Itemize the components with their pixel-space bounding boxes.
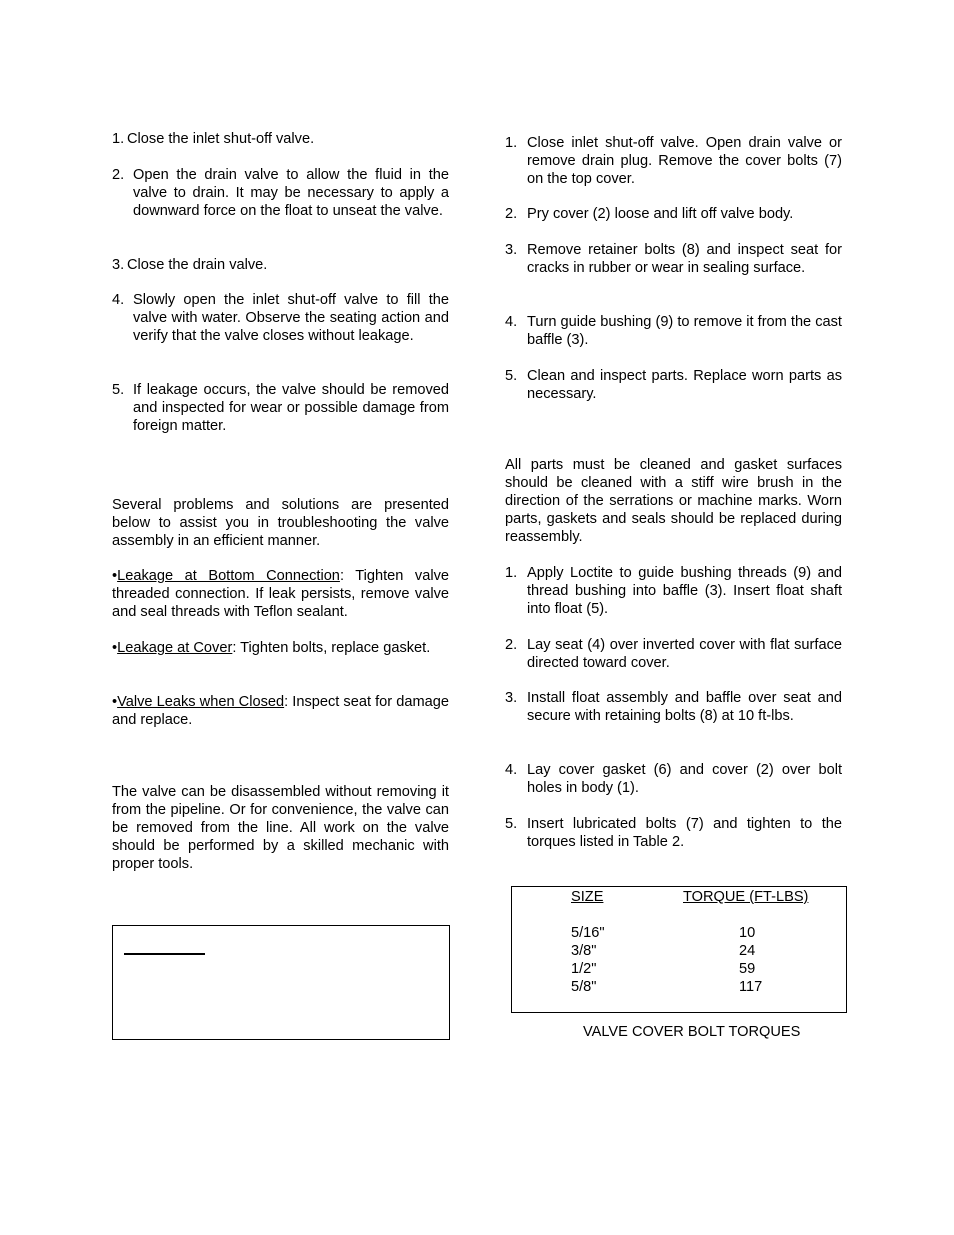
table-cell-size: 1/2" xyxy=(571,961,597,977)
step-number: 3. xyxy=(505,690,518,706)
step-number: 2. xyxy=(112,167,125,183)
step-text: Turn guide bushing (9) to remove it from the cast baffle (3). xyxy=(527,314,842,348)
bullet: • xyxy=(112,640,118,656)
right-reassembly-step-1 xyxy=(505,564,842,618)
step-text: Insert lubricated bolts (7) and tighten to the torques listed in Table 2. xyxy=(527,816,842,850)
note-box xyxy=(112,925,450,1040)
step-text: Slowly open the inlet shut-off valve to fill the valve with water. Observe the seating action and verify that the valve closes without leakage. xyxy=(133,292,449,344)
step-number: 1. xyxy=(505,135,518,151)
troubleshoot-item-bottom-connection xyxy=(112,567,449,621)
bullet: • xyxy=(112,568,118,584)
solution-text: : Tighten valve threaded connection. If leak persists, remove valve and seal threads with Teflon sealant. xyxy=(112,568,449,620)
solution-text: : Inspect seat for damage and replace. xyxy=(112,694,449,728)
step-number: 2. xyxy=(505,637,518,653)
table-header-torque: TORQUE (FT-LBS) xyxy=(683,889,809,905)
right-reassembly-step-4 xyxy=(505,761,842,797)
left-step-4 xyxy=(112,291,449,345)
step-text: If leakage occurs, the valve should be removed and inspected for wear or possible damage from foreign matter. xyxy=(133,382,449,434)
right-disassembly-step-2 xyxy=(505,205,842,223)
step-text: Close the drain valve. xyxy=(127,257,268,273)
troubleshoot-item-leaks-closed xyxy=(112,693,449,729)
table-cell-torque: 10 xyxy=(739,925,756,941)
step-text: Lay seat (4) over inverted cover with flat surface directed toward cover. xyxy=(527,637,842,671)
left-step-3 xyxy=(112,256,449,274)
note-underline xyxy=(124,953,205,955)
solution-text: : Tighten bolts, replace gasket. xyxy=(232,640,431,656)
step-number: 4. xyxy=(505,762,518,778)
step-number: 2. xyxy=(505,206,518,222)
step-number: 4. xyxy=(112,292,125,308)
reassembly-intro: All parts must be cleaned and gasket surfaces should be cleaned with a stiff wire brush in the direction of the serrations or machine marks. Worn parts, gaskets and seals should be replaced during reassembly. xyxy=(505,457,842,545)
right-disassembly-step-4 xyxy=(505,313,842,349)
table-cell-size: 5/8" xyxy=(571,979,597,995)
step-text: Apply Loctite to guide bushing threads (9) and thread bushing into baffle (3). Insert float shaft into float (5). xyxy=(527,565,842,617)
left-step-2 xyxy=(112,166,449,220)
right-reassembly-step-3 xyxy=(505,689,842,725)
table-caption: VALVE COVER BOLT TORQUES xyxy=(583,1024,801,1040)
right-reassembly-step-5 xyxy=(505,815,842,851)
table-cell-size: 3/8" xyxy=(571,943,597,959)
step-text: Pry cover (2) loose and lift off valve body. xyxy=(527,206,794,222)
step-number: 1. xyxy=(505,565,518,581)
step-number: 3. xyxy=(112,257,125,273)
left-step-1 xyxy=(112,130,449,148)
table-cell-torque: 59 xyxy=(739,961,756,977)
bullet: • xyxy=(112,694,118,710)
step-text: Lay cover gasket (6) and cover (2) over bolt holes in body (1). xyxy=(527,762,842,796)
problem-label: Leakage at Cover xyxy=(117,640,233,656)
step-text: Open the drain valve to allow the fluid in the valve to drain. It may be necessary to apply a downward force on the float to unseat the valve. xyxy=(133,167,449,219)
table-header-size: SIZE xyxy=(571,889,604,905)
step-number: 3. xyxy=(505,242,518,258)
left-step-5 xyxy=(112,381,449,435)
step-number: 5. xyxy=(505,368,518,384)
troubleshoot-item-cover xyxy=(112,639,449,657)
problem-label: Valve Leaks when Closed xyxy=(117,694,285,710)
torque-table xyxy=(511,886,847,1013)
table-cell-size: 5/16" xyxy=(571,925,605,941)
step-text: Remove retainer bolts (8) and inspect seat for cracks in rubber or wear in sealing surface. xyxy=(527,242,842,276)
table-cell-torque: 117 xyxy=(739,979,763,995)
step-number: 4. xyxy=(505,314,518,330)
right-reassembly-step-2 xyxy=(505,636,842,672)
step-text: Clean and inspect parts. Replace worn parts as necessary. xyxy=(527,368,842,402)
step-number: 5. xyxy=(505,816,518,832)
step-text: Install float assembly and baffle over seat and secure with retaining bolts (8) at 10 ft-lbs. xyxy=(527,690,842,724)
right-disassembly-step-5 xyxy=(505,367,842,403)
step-text: Close inlet shut-off valve. Open drain valve or remove drain plug. Remove the cover bolts (7) on the top cover. xyxy=(527,135,842,187)
right-disassembly-step-1 xyxy=(505,134,842,188)
step-text: Close the inlet shut-off valve. xyxy=(127,131,315,147)
problem-label: Leakage at Bottom Connection xyxy=(117,568,340,584)
table-cell-torque: 24 xyxy=(739,943,756,959)
right-disassembly-step-3 xyxy=(505,241,842,277)
step-number: 1. xyxy=(112,131,125,147)
disassembly-intro: The valve can be disassembled without removing it from the pipeline. Or for convenience, the valve can be removed from the line. All work on the valve should be performed by a skilled mechanic with proper tools. xyxy=(112,784,449,872)
troubleshooting-intro: Several problems and solutions are presented below to assist you in troubleshooting the valve assembly in an efficient manner. xyxy=(112,497,449,549)
step-number: 5. xyxy=(112,382,125,398)
